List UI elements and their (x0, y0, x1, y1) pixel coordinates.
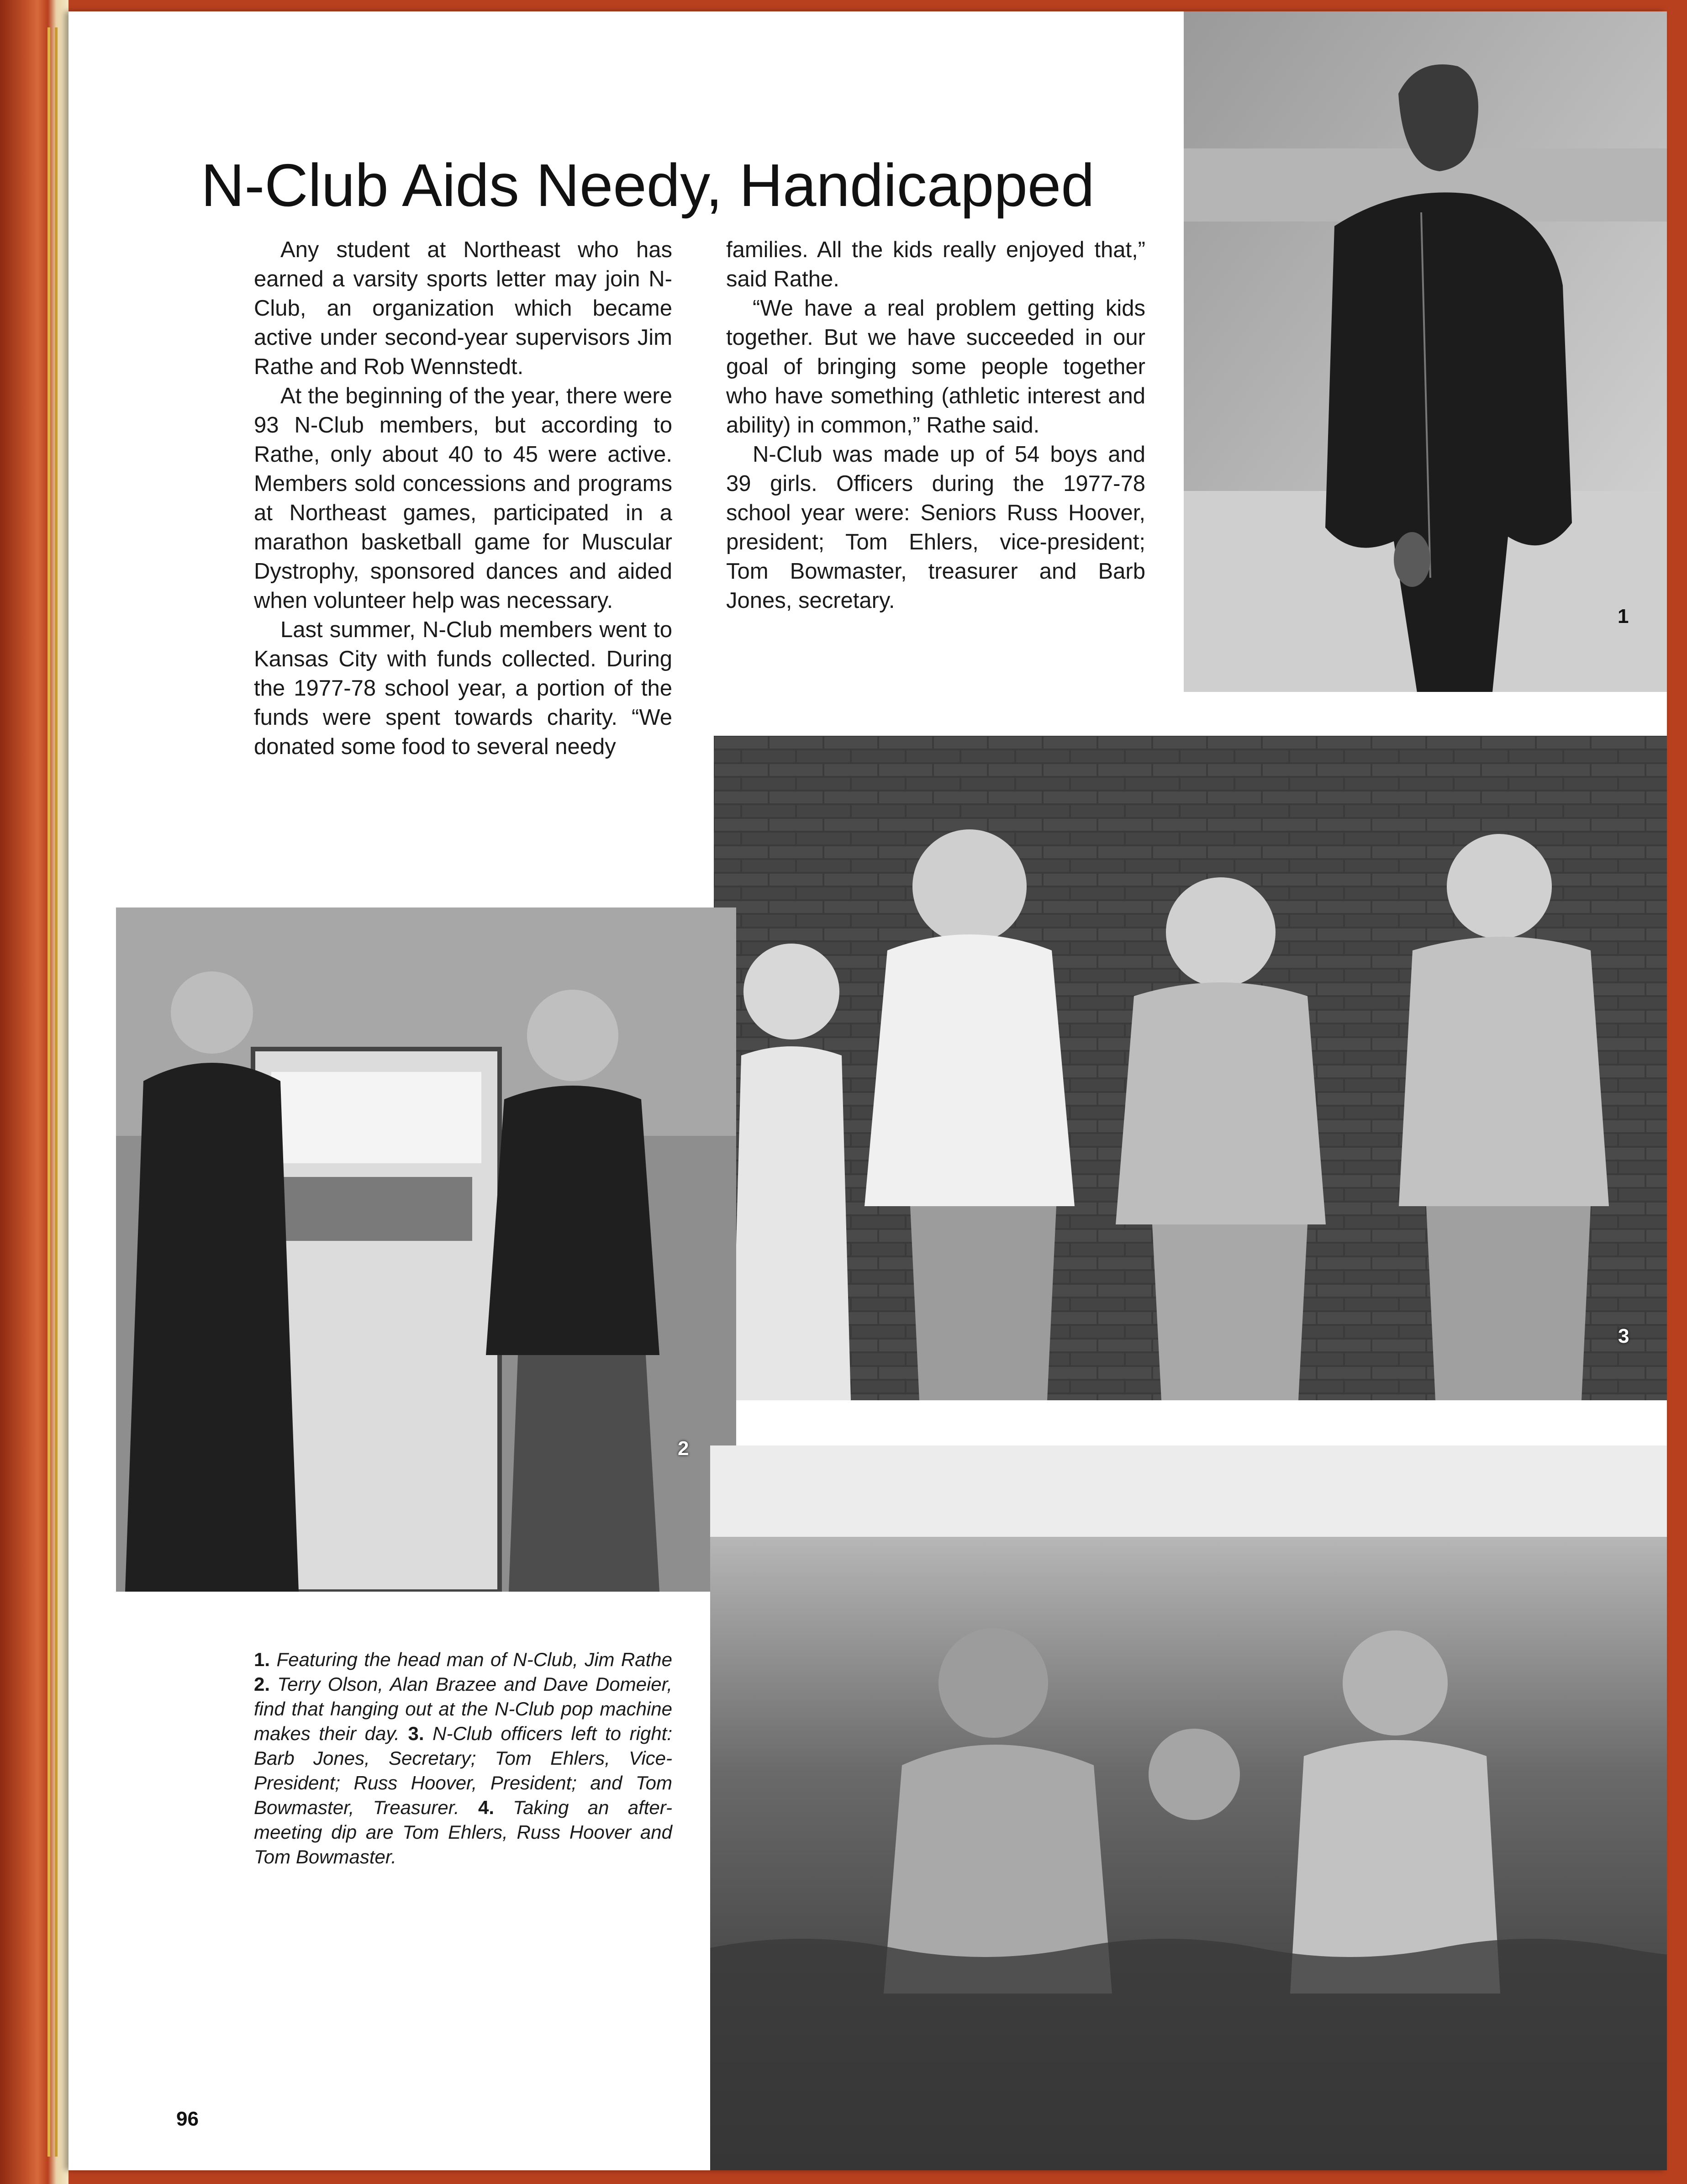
caption-number: 3. (408, 1723, 424, 1744)
caption-text: Featuring the head man of N-Club, Jim Rathe (276, 1649, 672, 1670)
binding-stripe (55, 27, 58, 2157)
photo-number: 1 (1618, 605, 1629, 628)
book-binding (0, 0, 69, 2184)
photo-jim-rathe (1184, 11, 1667, 692)
paragraph-1: Any student at Northeast who has earned a varsity sports letter may join N-Club, an organization which became active under second-year supervisors Jim Rathe and Rob Wennstedt. (254, 237, 672, 379)
paragraph-3-end: families. All the kids really enjoyed that,” said Rathe. (726, 237, 1145, 291)
photo-officers (714, 736, 1667, 1400)
text-column-left (254, 235, 672, 761)
paragraph-2: At the beginning of the year, there were 93 N-Club members, but according to Rathe, only about 40 to 45 were active. Members sold concessions and programs at Northeast games, participated in a marathon basketball game for Muscular Dystrophy, sponsored dances and aided when volunteer help was necessary. (254, 384, 672, 613)
photo-pool (710, 1445, 1667, 2170)
paragraph-4: “We have a real problem getting kids together. But we have succeeded in our goal of bringing some people together who have something (athletic interest and ability) in common,” Rathe said. (726, 296, 1145, 438)
photo-number: 3 (1618, 1325, 1629, 1347)
caption-number: 1. (254, 1649, 270, 1670)
caption-text: N-Club officers left to right: Barb Jones, Secretary; Tom Ehlers, Vice-President; Russ Hoover, President; and Tom Bowmaster, Treasurer. (254, 1723, 673, 1818)
yearbook-page (69, 11, 1667, 2170)
caption-number: 2. (254, 1673, 270, 1695)
article-title: N-Club Aids Needy, Handicapped (201, 152, 1095, 219)
text-column-right (726, 235, 1145, 615)
paragraph-3-start: Last summer, N-Club members went to Kansas City with funds collected. During the 1977-78 school year, a portion of the funds were spent towards charity. “We donated some food to several needy (254, 617, 672, 759)
caption-text: Taking an after-meeting dip are Tom Ehlers, Russ Hoover and Tom Bowmaster. (254, 1797, 672, 1867)
caption-number: 4. (478, 1797, 495, 1818)
page-number: 96 (176, 2108, 199, 2130)
photo-captions (254, 1647, 672, 1869)
binding-stripe (47, 27, 50, 2157)
paragraph-5: N-Club was made up of 54 boys and 39 girls. Officers during the 1977-78 school year were: Seniors Russ Hoover, president; Tom Ehlers, vice-president; Tom Bowmaster, treasurer and Barb Jones, secretary. (726, 442, 1145, 613)
photo-number: 2 (678, 1437, 689, 1460)
photo-pop-machine (116, 907, 736, 1592)
caption-text: Terry Olson, Alan Brazee and Dave Domeier, find that hanging out at the N-Club pop machine makes their day. (254, 1673, 673, 1744)
